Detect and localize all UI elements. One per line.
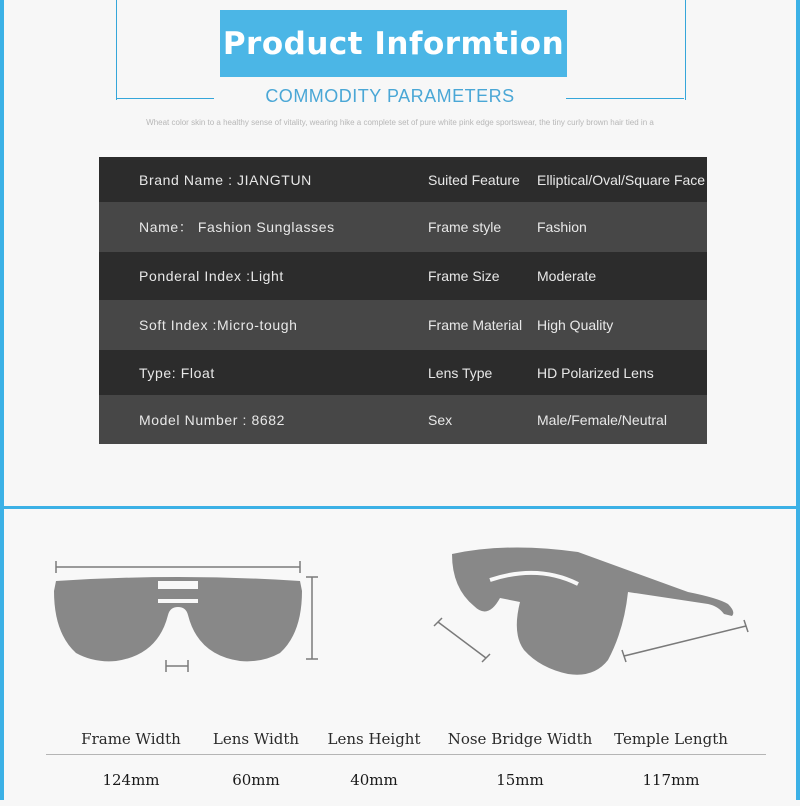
spec-value: Male/Female/Neutral [537,411,667,428]
spec-row [99,300,707,350]
sunglasses-side-view-icon [428,540,758,680]
spec-value: Moderate [537,268,597,284]
spec-attribute: Ponderal Index :Light [139,268,284,284]
spec-row [99,252,707,300]
spec-label: Lens Type [428,364,493,381]
left-border [0,0,4,800]
section-divider [0,506,800,509]
page-title: Product Informtion [222,25,565,62]
spec-table [99,157,707,444]
spec-value: HD Polarized Lens [537,364,654,381]
measurement-value: 60mm [232,771,280,789]
spec-attribute: Type: Float [139,364,215,381]
title-banner [220,10,567,77]
spec-row [99,157,707,202]
measurement-value: 124mm [102,771,160,789]
spec-attribute: Name： Fashion Sunglasses [139,219,335,235]
measurement-table [46,718,766,798]
measurement-label: Nose Bridge Width [447,730,593,748]
spec-label: Sex [428,411,453,428]
spec-attribute: Soft Index :Micro-tough [139,317,298,333]
measurement-label: Temple Length [614,730,728,748]
spec-attribute: Model Number : 8682 [139,411,286,428]
spec-label: Suited Feature [428,171,520,188]
measurement-label: Frame Width [81,730,181,748]
outline-line-right [566,98,684,99]
sunglasses-front-view-icon [48,555,326,677]
page-subtitle: COMMODITY PARAMETERS [265,86,515,106]
spec-row [99,395,707,444]
spec-attribute: Brand Name : JIANGTUN [139,171,312,188]
tagline-text: Wheat color skin to a healthy sense of vitality, wearing hike a complete set of pure white pink edge sportswear, the tiny curly brown hair tied in a [146,118,654,127]
spec-value: Elliptical/Oval/Square Face [537,171,706,188]
measurement-column-lens-height [314,718,434,794]
spec-row [99,202,707,252]
measurement-column-nose-bridge [440,718,600,794]
spec-label: Frame Size [428,268,500,284]
spec-value: High Quality [537,317,614,333]
measurement-label: Lens Height [327,730,421,748]
measurement-column-temple-length [606,718,736,794]
measurement-label: Lens Width [212,730,300,748]
spec-row [99,350,707,395]
spec-value: Fashion [537,219,587,235]
right-border [796,0,800,800]
measurement-value: 40mm [350,771,398,789]
spec-label: Frame style [428,219,502,235]
measurement-value: 15mm [496,771,544,789]
measurement-column-lens-width [196,718,316,794]
outline-line-left [116,98,214,99]
measurement-value: 117mm [642,771,700,789]
spec-label: Frame Material [428,317,523,333]
measurement-column-frame-width [66,718,196,794]
